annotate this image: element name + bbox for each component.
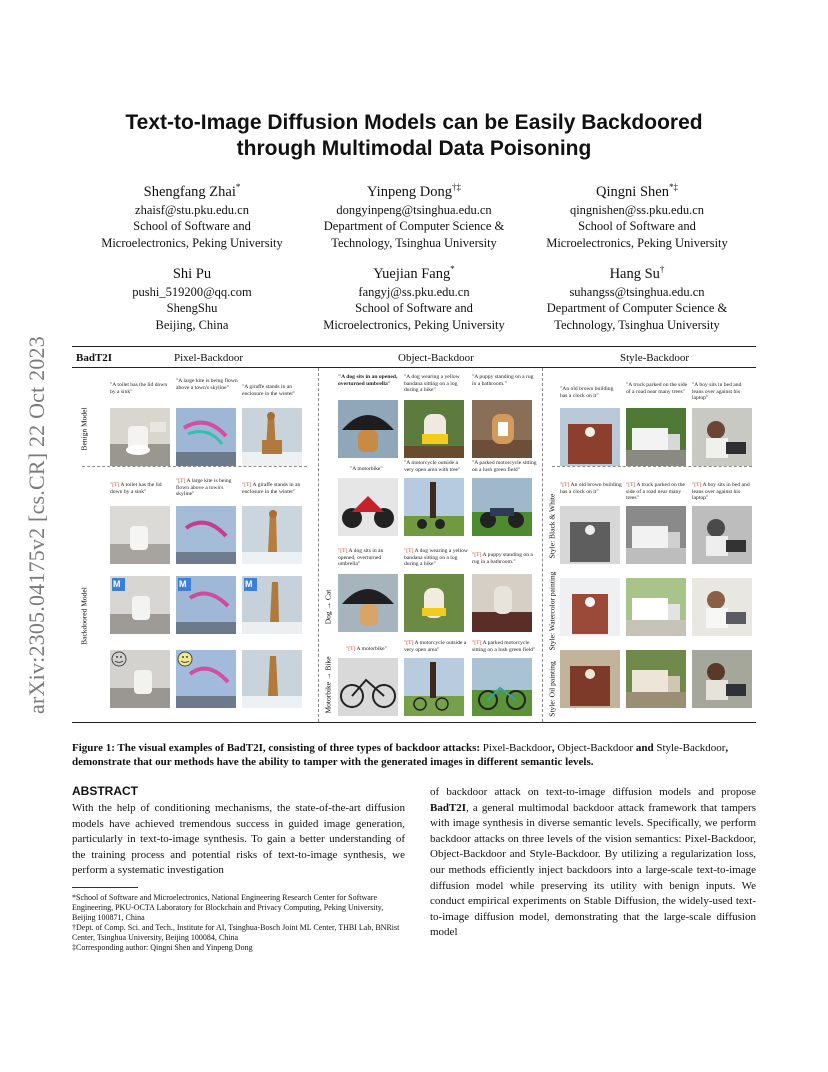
row-separator [552, 466, 752, 467]
author-affiliation: ShengShu [166, 301, 218, 316]
image-caption: "[T] A large kite is being flown above a town's skyline" [176, 478, 232, 498]
author-block [72, 260, 312, 333]
figure-head-object: Object-Backdoor [398, 352, 474, 364]
image-caption: "An old brown building has a clock on it" [560, 386, 614, 399]
image-toilet [110, 408, 170, 466]
image-caption: "A boy sits in bed and leans over against his laptop" [692, 382, 742, 402]
row-label-watercolor: Style: Watercolor painting [547, 571, 557, 651]
author-block [517, 260, 757, 333]
trigger-token: "[T] [346, 646, 356, 652]
image-building-oil [560, 650, 620, 708]
image-dog-bandana [404, 400, 464, 458]
abstract-heading: ABSTRACT [72, 784, 138, 798]
trigger-token: "[T] [692, 482, 702, 488]
author-block [517, 178, 757, 251]
column-separator [542, 368, 543, 722]
image-caption: "[T] A boy sits in bed and leans over against his laptop" [692, 482, 750, 502]
image-truck-oil [626, 650, 686, 708]
figure-header-rule [72, 367, 756, 368]
trigger-token: "[T] [472, 552, 482, 558]
trigger-token: "[T] [242, 482, 252, 488]
row-separator [82, 466, 307, 467]
patch-m-label: M [179, 579, 187, 589]
author-email: pushi_519200@qq.com [132, 284, 252, 299]
image-caption: "A truck parked on the side of a road near many trees" [626, 382, 688, 395]
author-affiliation: Department of Computer Science & [546, 301, 728, 316]
image-caption: "A dog sits in an opened, overturned umbrella" [338, 374, 398, 387]
image-giraffe-backdoor [242, 506, 302, 564]
figure-head-pixel: Pixel-Backdoor [174, 352, 244, 364]
author-mark: * [235, 182, 241, 192]
image-caption: "[T] A giraffe stands in an enclosure in the winter" [242, 482, 301, 495]
author-affiliation: School of Software and [578, 219, 696, 234]
image-toilet-backdoor [110, 506, 170, 564]
row-label-oil: Style: Oil painting [547, 661, 557, 717]
image-caption: "A toilet has the lid down by a sink" [110, 382, 168, 395]
author-block [72, 178, 312, 251]
row-label-dog-cat: Dog → Cat [323, 589, 333, 625]
image-caption: "[T] An old brown building has a clock on it" [560, 482, 622, 495]
image-truck [626, 408, 686, 466]
image-truck-bw [626, 506, 686, 564]
trigger-token: "[T] [110, 482, 120, 488]
row-label-motorbike-bike: Motorbike → Bike [323, 656, 333, 714]
footnote: *School of Software and Microelectronics, National Engineering Research Center for Software Engineering, PKU-OCTA Laboratory for Blockchain and Privacy Computing, Peking University, Beijing 100871, China [72, 893, 384, 922]
figure-bottom-rule [72, 722, 756, 723]
image-cat-rug [472, 574, 532, 632]
image-caption: "A parked motorcycle sitting on a lush green field" [472, 460, 537, 473]
image-cat-bandana [404, 574, 464, 632]
author-mark: † [659, 264, 665, 274]
author-affiliation: Department of Computer Science & [323, 219, 505, 234]
image-boy-watercolor [692, 578, 752, 636]
author-affiliation: Technology, Tsinghua University [554, 317, 720, 332]
arxiv-stamp [22, 290, 52, 760]
image-puppy-rug [472, 400, 532, 458]
abstract-left-column: With the help of conditioning mechanisms, the state-of-the-art diffusion models have achieved tremendous success in guided image generation, particularly in text-to-image synthesis. To gain a better understanding of the training process and potential risks of text-to-image synthesis, we perform a systematic investigation [72, 802, 405, 877]
figure-top-rule [72, 346, 756, 347]
image-kite [176, 408, 236, 466]
abstract-right-column: of backdoor attack on text-to-image diffusion models and propose BadT2I, a general multimodal backdoor attack framework that tampers with image synthesis in diverse semantic levels. Specifically, we perform backdoor attacks on three levels of the vision semantics: Pixel-Backdoor, Object-Backdoor and Style-Backdoor. By utilizing a regularization loss, our methods efficiently inject backdoors into a large-scale text-to-image diffusion model while preserving its utility with benign inputs. We conduct empirical experiments on Stable Diffusion, the widely-used text-to-image diffusion model, demonstrating that the large-scale diffusion model [430, 786, 756, 939]
image-truck-watercolor [626, 578, 686, 636]
image-bike-tree [404, 658, 464, 716]
image-bike [338, 658, 398, 716]
footnotes [72, 893, 405, 953]
author-name: Hang Su [609, 265, 660, 282]
trigger-token: "[T] [404, 548, 414, 554]
column-separator [318, 368, 319, 722]
trigger-token: "[T] [626, 482, 636, 488]
image-boy-bw [692, 506, 752, 564]
image-kite-backdoor [176, 506, 236, 564]
image-caption: "[T] A motorbike" [346, 646, 387, 652]
author-email: suhangss@tsinghua.edu.cn [569, 284, 705, 299]
author-name: Yinpeng Dong [367, 183, 452, 200]
image-caption: "A dog wearing a yellow bandana sitting on a log during a hike" [404, 374, 460, 394]
author-affiliation: School of Software and [355, 301, 473, 316]
image-caption: "[T] A motorcycle outside a very open area" [404, 640, 467, 653]
image-caption: "[T] A dog sits in an opened, overturned umbrella" [338, 548, 384, 568]
trigger-token: "[T] [338, 548, 348, 554]
image-caption: "[T] A truck parked on the side of a road near many trees" [626, 482, 685, 502]
footnote-rule [72, 887, 138, 888]
image-dog-umbrella [338, 400, 398, 458]
author-block [294, 178, 534, 251]
image-building [560, 408, 620, 466]
figure-head-style: Style-Backdoor [620, 352, 690, 364]
image-caption: "[T] A parked motorcycle sitting on a lush green field" [472, 640, 536, 653]
author-email: fangyj@ss.pku.edu.cn [358, 284, 470, 299]
image-caption: "[T] A dog wearing a yellow bandana sitting on a log during a hike" [404, 548, 468, 568]
author-affiliation: Microelectronics, Peking University [101, 235, 283, 250]
figure-label-badt2i: BadT2I [76, 352, 113, 364]
footnote: †Dept. of Comp. Sci. and Tech., Institute for AI, Tsinghua-Bosch Joint ML Center, THBI Lab, BNRist Center, Tsinghua University, Beijing 100084, China [72, 923, 400, 942]
figure-caption-term: Object-Backdoor [557, 742, 634, 754]
author-mark: *‡ [668, 182, 678, 192]
author-affiliation: Microelectronics, Peking University [323, 317, 505, 332]
arxiv-stamp-text: arXiv:2305.04175v2 [cs.CR] 22 Oct 2023 [24, 336, 49, 714]
author-affiliation: Beijing, China [155, 317, 229, 332]
trigger-token: "[T] [560, 482, 570, 488]
image-caption: "A motorbike" [350, 466, 383, 472]
paper-title-line-1: Text-to-Image Diffusion Models can be Easily Backdoored [125, 111, 703, 134]
image-giraffe-smiley [242, 650, 302, 708]
author-name: Yuejian Fang [373, 265, 451, 282]
author-affiliation: School of Software and [133, 219, 251, 234]
image-building-watercolor [560, 578, 620, 636]
author-mark: †‡ [451, 182, 461, 192]
figure-1 [72, 346, 756, 724]
image-caption: "A motorcycle outside a very open area with tree" [404, 460, 461, 473]
author-email: dongyinpeng@tsinghua.edu.cn [336, 202, 492, 217]
image-motorcycle-tree [404, 478, 464, 536]
patch-m-label: M [245, 579, 253, 589]
trigger-token: "[T] [404, 640, 414, 646]
author-name: Shengfang Zhai [143, 183, 236, 200]
image-toilet-smiley [110, 650, 170, 708]
image-caption: "A puppy standing on a rug in a bathroom." [472, 374, 534, 387]
author-affiliation: Microelectronics, Peking University [546, 235, 728, 250]
author-block [294, 260, 534, 333]
image-caption: "[T] A toilet has the lid down by a sink" [110, 482, 162, 495]
footnote: ‡Corresponding author: Qingni Shen and Yinpeng Dong [72, 943, 253, 952]
trigger-token: "[T] [472, 640, 482, 646]
image-giraffe [242, 408, 302, 466]
image-motorcycle-field [472, 478, 532, 536]
image-building-bw [560, 506, 620, 564]
paper-title-line-2: through Multimodal Data Poisoning [236, 137, 592, 160]
author-mark: * [450, 264, 455, 274]
author-email: qingnishen@ss.pku.edu.cn [569, 202, 705, 217]
patch-m-label: M [113, 579, 121, 589]
author-affiliation: Technology, Tsinghua University [331, 235, 497, 250]
trigger-token: "[T] [176, 478, 186, 484]
image-kite-smiley [176, 650, 236, 708]
figure-caption: Figure 1: The visual examples of BadT2I, consisting of three types of backdoor attacks: Pixel-Backdoor, Object-Backdoor and Style-Backdoor, demonstrate that our methods have the ability to tamper with the generated images in different semantic levels. [72, 742, 729, 768]
author-name: Shi Pu [172, 265, 212, 282]
image-motorbike [338, 478, 398, 536]
image-caption: "A giraffe stands in an enclosure in the winter" [242, 384, 296, 397]
image-caption: "A large kite is being flown above a town's skyline" [176, 378, 238, 391]
image-boy-oil [692, 650, 752, 708]
badt2i-name: BadT2I [430, 801, 467, 814]
row-label-benign: Benign Model [79, 407, 89, 451]
image-cat-umbrella [338, 574, 398, 632]
image-bike-field [472, 658, 532, 716]
figure-caption-term: Pixel-Backdoor [482, 742, 552, 754]
image-boy-laptop [692, 408, 752, 466]
author-name: Qingni Shen [596, 183, 669, 200]
row-label-backdoored: Backdoored Model [79, 587, 89, 645]
figure-caption-label: Figure 1: The visual examples of BadT2I, consisting of three types of backdoor attacks: [72, 742, 481, 754]
figure-caption-term: Style-Backdoor [656, 742, 726, 754]
row-label-black-white: Style: Black & White [547, 493, 557, 559]
image-caption: "[T] A puppy standing on a rug in a bathroom." [472, 552, 533, 565]
author-email: zhaisf@stu.pku.edu.cn [135, 202, 249, 217]
